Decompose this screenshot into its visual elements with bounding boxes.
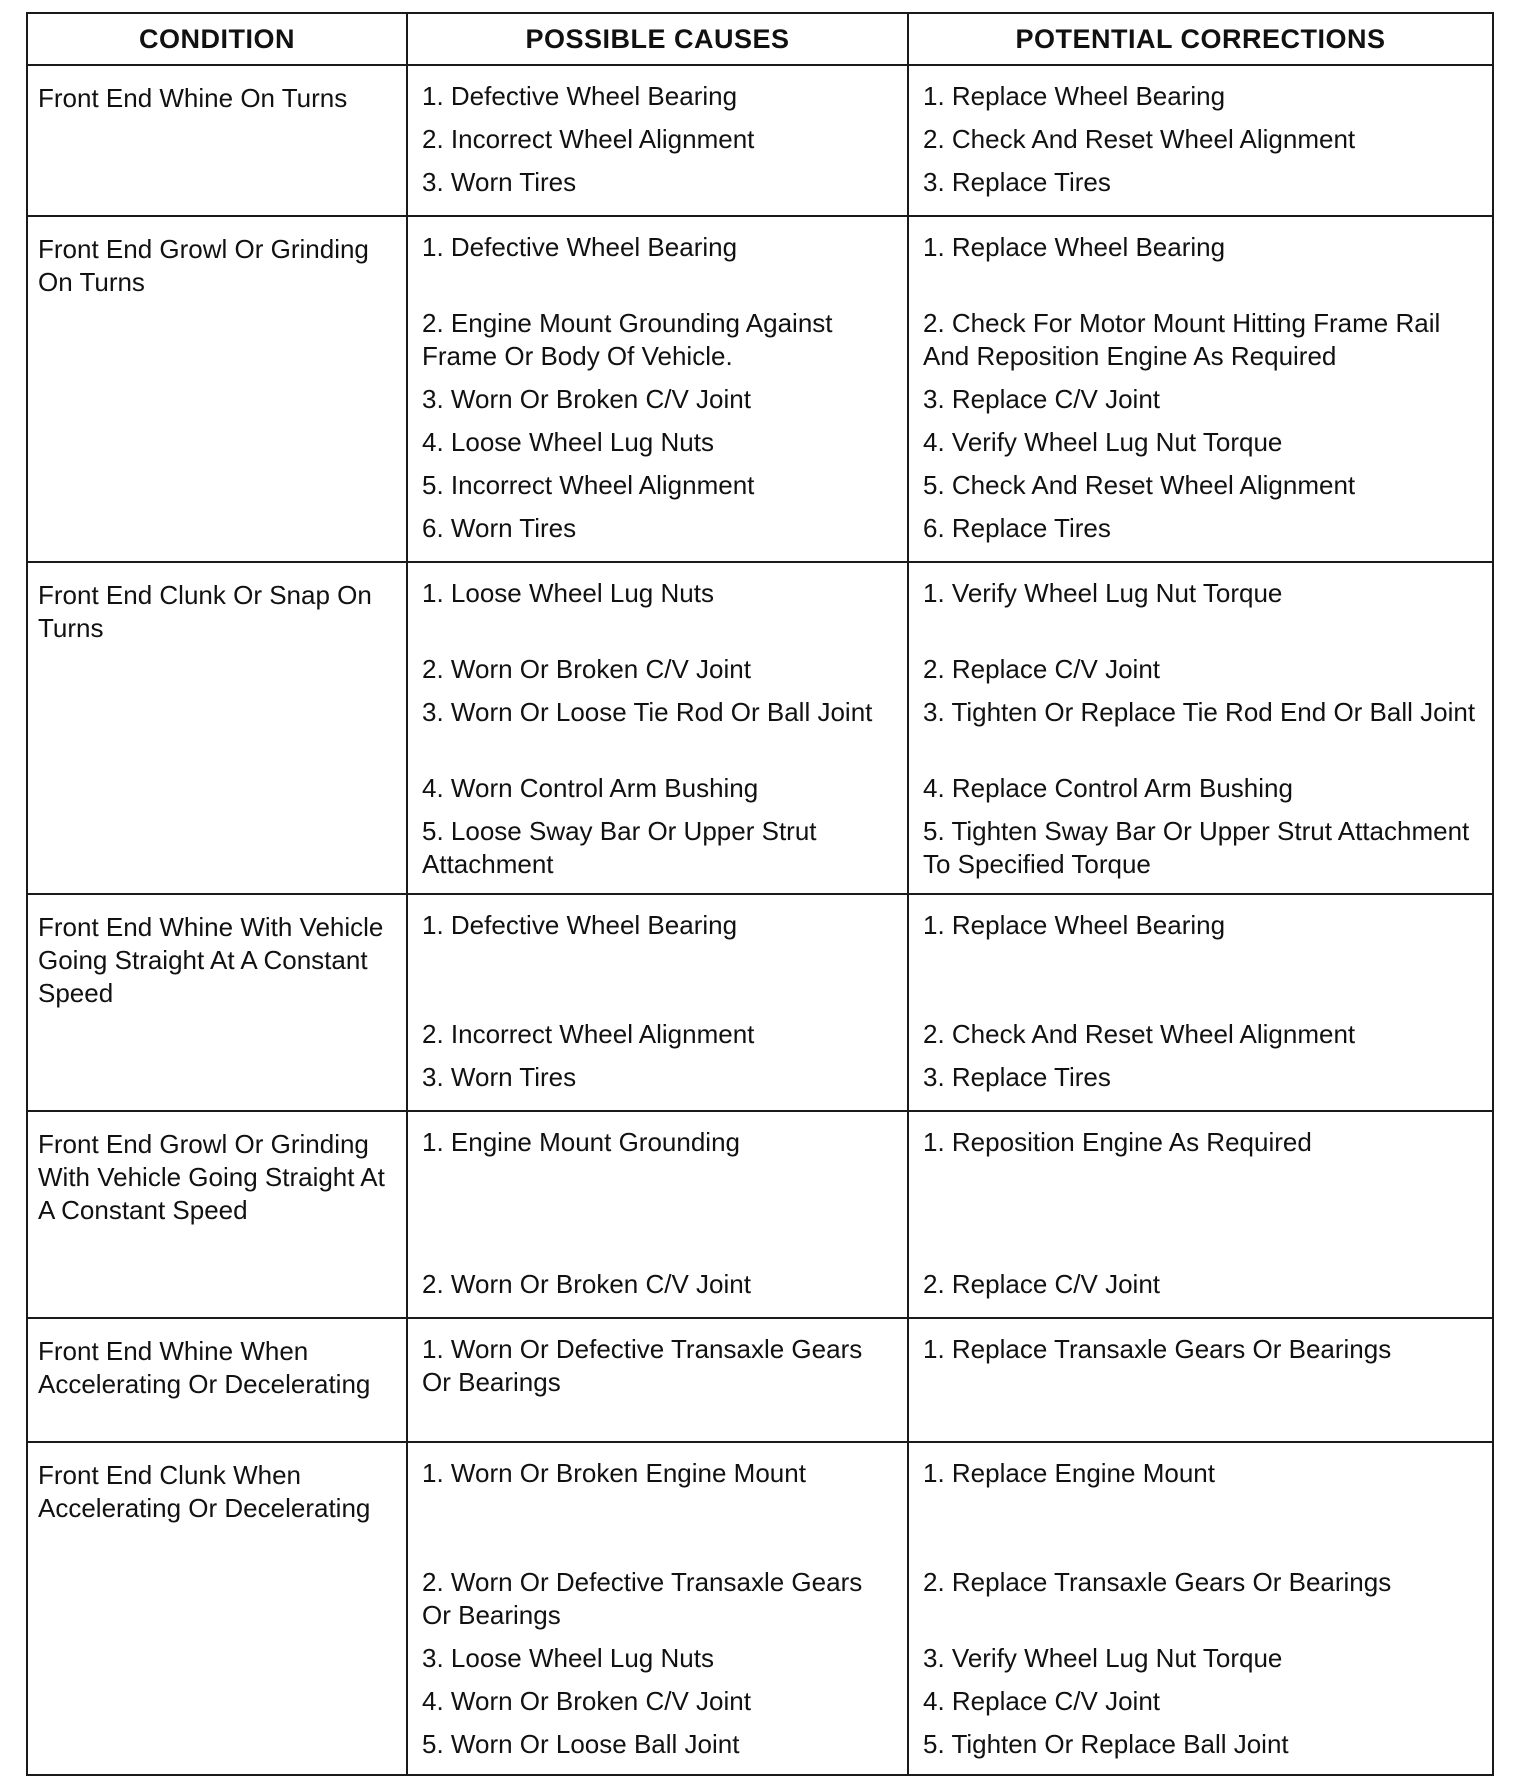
causes-cell [407, 65, 908, 216]
correction-item: 6. Replace Tires [923, 513, 1111, 543]
correction-item: 2. Check And Reset Wheel Alignment [923, 124, 1356, 154]
cause-item: 1. Worn Or Broken Engine Mount [422, 1458, 806, 1488]
corrections-cell [908, 1318, 1493, 1442]
cause-item: 3. Loose Wheel Lug Nuts [422, 1643, 714, 1673]
cause-item: 1. Engine Mount Grounding [422, 1127, 740, 1157]
causes-cell [407, 894, 908, 1111]
diagnosis-table [26, 12, 1494, 1776]
cause-item: 4. Worn Control Arm Bushing [422, 773, 759, 803]
correction-item: 3. Replace Tires [923, 1062, 1111, 1092]
corrections-cell [908, 1442, 1493, 1775]
cause-item: 1. Worn Or Defective Transaxle Gears Or Bearings [422, 1334, 863, 1397]
cause-item: 3. Worn Tires [422, 167, 577, 197]
cause-item: 2. Worn Or Broken C/V Joint [422, 654, 751, 684]
cause-item: 6. Worn Tires [422, 513, 577, 543]
correction-item: 3. Replace Tires [923, 167, 1111, 197]
cause-item: 3. Worn Or Broken C/V Joint [422, 384, 751, 414]
correction-item: 2. Check For Motor Mount Hitting Frame Rail And Reposition Engine As Required [923, 308, 1441, 371]
correction-item: 5. Tighten Sway Bar Or Upper Strut Attachment To Specified Torque [923, 816, 1470, 879]
cause-item: 5. Loose Sway Bar Or Upper Strut Attachment [422, 816, 817, 879]
cause-item: 2. Incorrect Wheel Alignment [422, 124, 755, 154]
correction-item: 3. Verify Wheel Lug Nut Torque [923, 1643, 1283, 1673]
cause-item: 3. Worn Tires [422, 1062, 577, 1092]
corrections-cell [908, 65, 1493, 216]
cause-item: 1. Defective Wheel Bearing [422, 81, 738, 111]
correction-item: 2. Replace Transaxle Gears Or Bearings [923, 1567, 1392, 1597]
correction-item: 4. Replace C/V Joint [923, 1686, 1161, 1716]
cause-item: 3. Worn Or Loose Tie Rod Or Ball Joint [422, 697, 873, 727]
cause-item: 2. Worn Or Defective Transaxle Gears Or Bearings [422, 1567, 863, 1630]
header-row [27, 13, 1493, 65]
corrections-cell [908, 894, 1493, 1111]
correction-item: 1. Replace Transaxle Gears Or Bearings [923, 1334, 1392, 1364]
table-row [27, 1111, 1493, 1318]
cause-item: 4. Loose Wheel Lug Nuts [422, 427, 714, 457]
cause-item: 4. Worn Or Broken C/V Joint [422, 1686, 751, 1716]
diagnosis-chart [26, 12, 1492, 1776]
correction-item: 1. Replace Wheel Bearing [923, 81, 1226, 111]
cause-item: 1. Defective Wheel Bearing [422, 232, 738, 262]
correction-item: 2. Replace C/V Joint [923, 1269, 1161, 1299]
causes-cell [407, 1111, 908, 1318]
table-row [27, 216, 1493, 562]
correction-item: 1. Reposition Engine As Required [923, 1127, 1312, 1157]
correction-item: 1. Verify Wheel Lug Nut Torque [923, 578, 1283, 608]
cause-item: 2. Worn Or Broken C/V Joint [422, 1269, 751, 1299]
correction-item: 4. Verify Wheel Lug Nut Torque [923, 427, 1283, 457]
correction-item: 4. Replace Control Arm Bushing [923, 773, 1293, 803]
cause-item: 5. Incorrect Wheel Alignment [422, 470, 755, 500]
cause-item: 1. Defective Wheel Bearing [422, 910, 738, 940]
correction-item: 1. Replace Wheel Bearing [923, 232, 1226, 262]
correction-item: 1. Replace Wheel Bearing [923, 910, 1226, 940]
condition-cell: Front End Whine With Vehicle Going Straight At A Constant Speed [27, 894, 407, 1111]
table-row [27, 1442, 1493, 1775]
correction-item: 5. Tighten Or Replace Ball Joint [923, 1729, 1289, 1759]
cause-item: 1. Loose Wheel Lug Nuts [422, 578, 714, 608]
correction-item: 5. Check And Reset Wheel Alignment [923, 470, 1356, 500]
correction-item: 3. Replace C/V Joint [923, 384, 1161, 414]
causes-cell [407, 216, 908, 562]
condition-cell: Front End Whine On Turns [27, 65, 407, 216]
correction-item: 3. Tighten Or Replace Tie Rod End Or Ball Joint [923, 697, 1476, 727]
correction-item: 2. Replace C/V Joint [923, 654, 1161, 684]
correction-item: 2. Check And Reset Wheel Alignment [923, 1019, 1356, 1049]
condition-cell: Front End Growl Or Grinding With Vehicle Going Straight At A Constant Speed [27, 1111, 407, 1318]
causes-cell [407, 562, 908, 894]
correction-item: 1. Replace Engine Mount [923, 1458, 1215, 1488]
cause-item: 2. Engine Mount Grounding Against Frame Or Body Of Vehicle. [422, 308, 833, 371]
condition-cell: Front End Growl Or Grinding On Turns [27, 216, 407, 562]
cause-item: 5. Worn Or Loose Ball Joint [422, 1729, 740, 1759]
header-potential-corrections: POTENTIAL CORRECTIONS [908, 13, 1493, 65]
condition-cell: Front End Whine When Accelerating Or Decelerating [27, 1318, 407, 1442]
causes-cell [407, 1318, 908, 1442]
header-possible-causes: POSSIBLE CAUSES [407, 13, 908, 65]
cause-item: 2. Incorrect Wheel Alignment [422, 1019, 755, 1049]
corrections-cell [908, 562, 1493, 894]
causes-cell [407, 1442, 908, 1775]
table-row [27, 562, 1493, 894]
table-row [27, 65, 1493, 216]
corrections-cell [908, 216, 1493, 562]
condition-cell: Front End Clunk Or Snap On Turns [27, 562, 407, 894]
table-row [27, 1318, 1493, 1442]
header-condition: CONDITION [27, 13, 407, 65]
condition-cell: Front End Clunk When Accelerating Or Decelerating [27, 1442, 407, 1775]
corrections-cell [908, 1111, 1493, 1318]
table-row [27, 894, 1493, 1111]
